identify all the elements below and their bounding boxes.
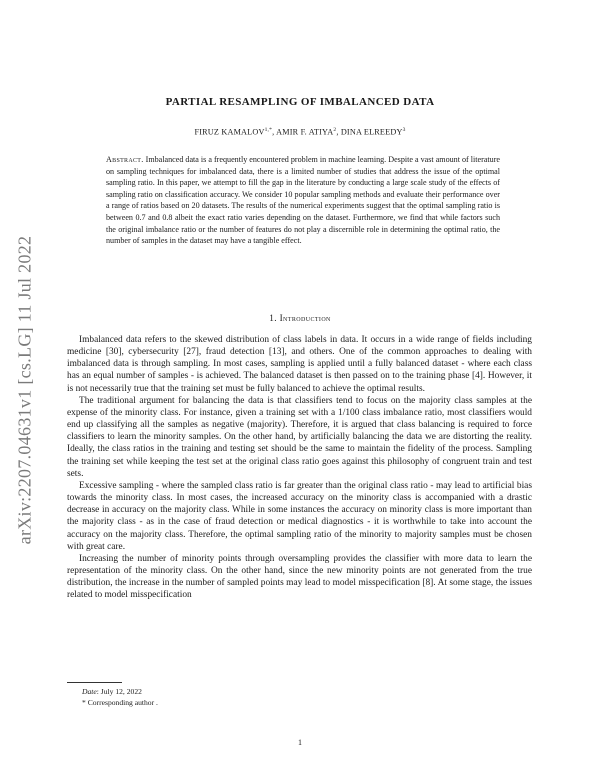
author-1: FIRUZ KAMALOV <box>194 127 265 137</box>
arxiv-sidebar-stamp <box>12 210 38 570</box>
footnote-rule <box>67 682 122 683</box>
abstract <box>106 154 500 247</box>
paragraph: Imbalanced data refers to the skewed distribution of class labels in data. It occurs in a wide range of fields including medicine [30], cybersecurity [27], fraud detection [13], and others. One of the common approaches to dealing with imbalanced data is through sampling. In most cases, sampling is applied until a fully balanced dataset - where each class has an equal number of samples - is achieved. The balanced dataset is then passed on to the training phase [4]. However, it is not necessarily true that the training set must be fully balanced to achieve the optimal results. <box>67 335 532 394</box>
paragraph: Increasing the number of minority points through oversampling provides the classifier with more data to learn the representation of the minority class. On the other hand, since the new minority points are not generated from the true distribution, the increase in the number of sampled points may lead to model misspecification [8]. At some stage, the issues related to model misspecification <box>67 553 532 601</box>
abstract-text: Imbalanced data is a frequently encountered problem in machine learning. Despite a vast amount of literature on sampling techniques for imbalanced data, there is a limited number of studies that address the issue of the optimal sampling ratio. In this paper, we attempt to fill the gap in the literature by conducting a large scale study of the effects of sampling ratio on classification accuracy. We consider 10 popular sampling methods and evaluate their performance over a range of ratios based on 20 datasets. The results of the numerical experiments suggest that the optimal sampling ratio is between 0.7 and 0.8 albeit the exact ratio varies depending on the dataset. Furthermore, we find that while factors such the original imbalance ratio or the number of features do not play a discernible role in determining the optimal ratio, the number of samples in the dataset may have a tangible effect. <box>106 155 500 246</box>
author-2-affil: 2 <box>333 127 337 133</box>
paragraph: The traditional argument for balancing the data is that classifiers tend to focus on the majority class samples at the expense of the minority class. For instance, given a training set with a 1/100 class imbalance ratio, most classifiers would end up classifying all the samples as negative (majority). Therefore, it is argued that class balancing is required to force classifiers to learn the minority samples. On the other hand, by artificially balancing the data we are distorting the reality. Ideally, the class ratios in the training and testing set should be the same to maintain the fidelity of the process. Sampling the training set while keeping the test set at the original class ratio goes against this philosophy of congruent train and test sets. <box>67 395 532 479</box>
body-text <box>67 334 532 601</box>
page-number: 1 <box>298 738 302 747</box>
section-heading-introduction: 1. Introduction <box>269 313 331 323</box>
footnote-date-label: Date <box>82 687 97 696</box>
arxiv-id: arXiv:2207.04631v1 [cs.LG] 11 Jul 2022 <box>14 235 35 545</box>
author-3-affil: 3 <box>402 127 406 133</box>
footnote-date-value: : July 12, 2022 <box>96 687 142 696</box>
abstract-label: Abstract. <box>106 155 144 164</box>
author-line: FIRUZ $KAMALOV^{1,*}$, AMIR F. ATIYA$^2$, DINA ELREEDY$^3$ <box>194 127 406 137</box>
author-3: DINA ELREEDY <box>340 127 403 137</box>
author-1-affil: 1,* <box>264 127 273 133</box>
paper-title: PARTIAL RESAMPLING OF IMBALANCED DATA <box>165 96 435 108</box>
footnote-corresponding: * Corresponding author . <box>82 698 158 707</box>
footnote-date <box>82 687 142 696</box>
author-2: AMIR F. ATIYA <box>276 127 334 137</box>
paragraph: Excessive sampling - where the sampled class ratio is far greater than the original class ratio - may lead to artificial bias towards the minority class. In most cases, the increased accuracy on the minority class is accompanied with a drastic decrease in accuracy on the majority class. While in some instances the accuracy on minority class is more important than the majority class - as in the case of fraud detection or medical diagnostics - it is worthwhile to take into account the accuracy on the majority class. Therefore, the optimal sampling ratio of the minority to majority samples must be chosen with great care. <box>67 480 532 552</box>
